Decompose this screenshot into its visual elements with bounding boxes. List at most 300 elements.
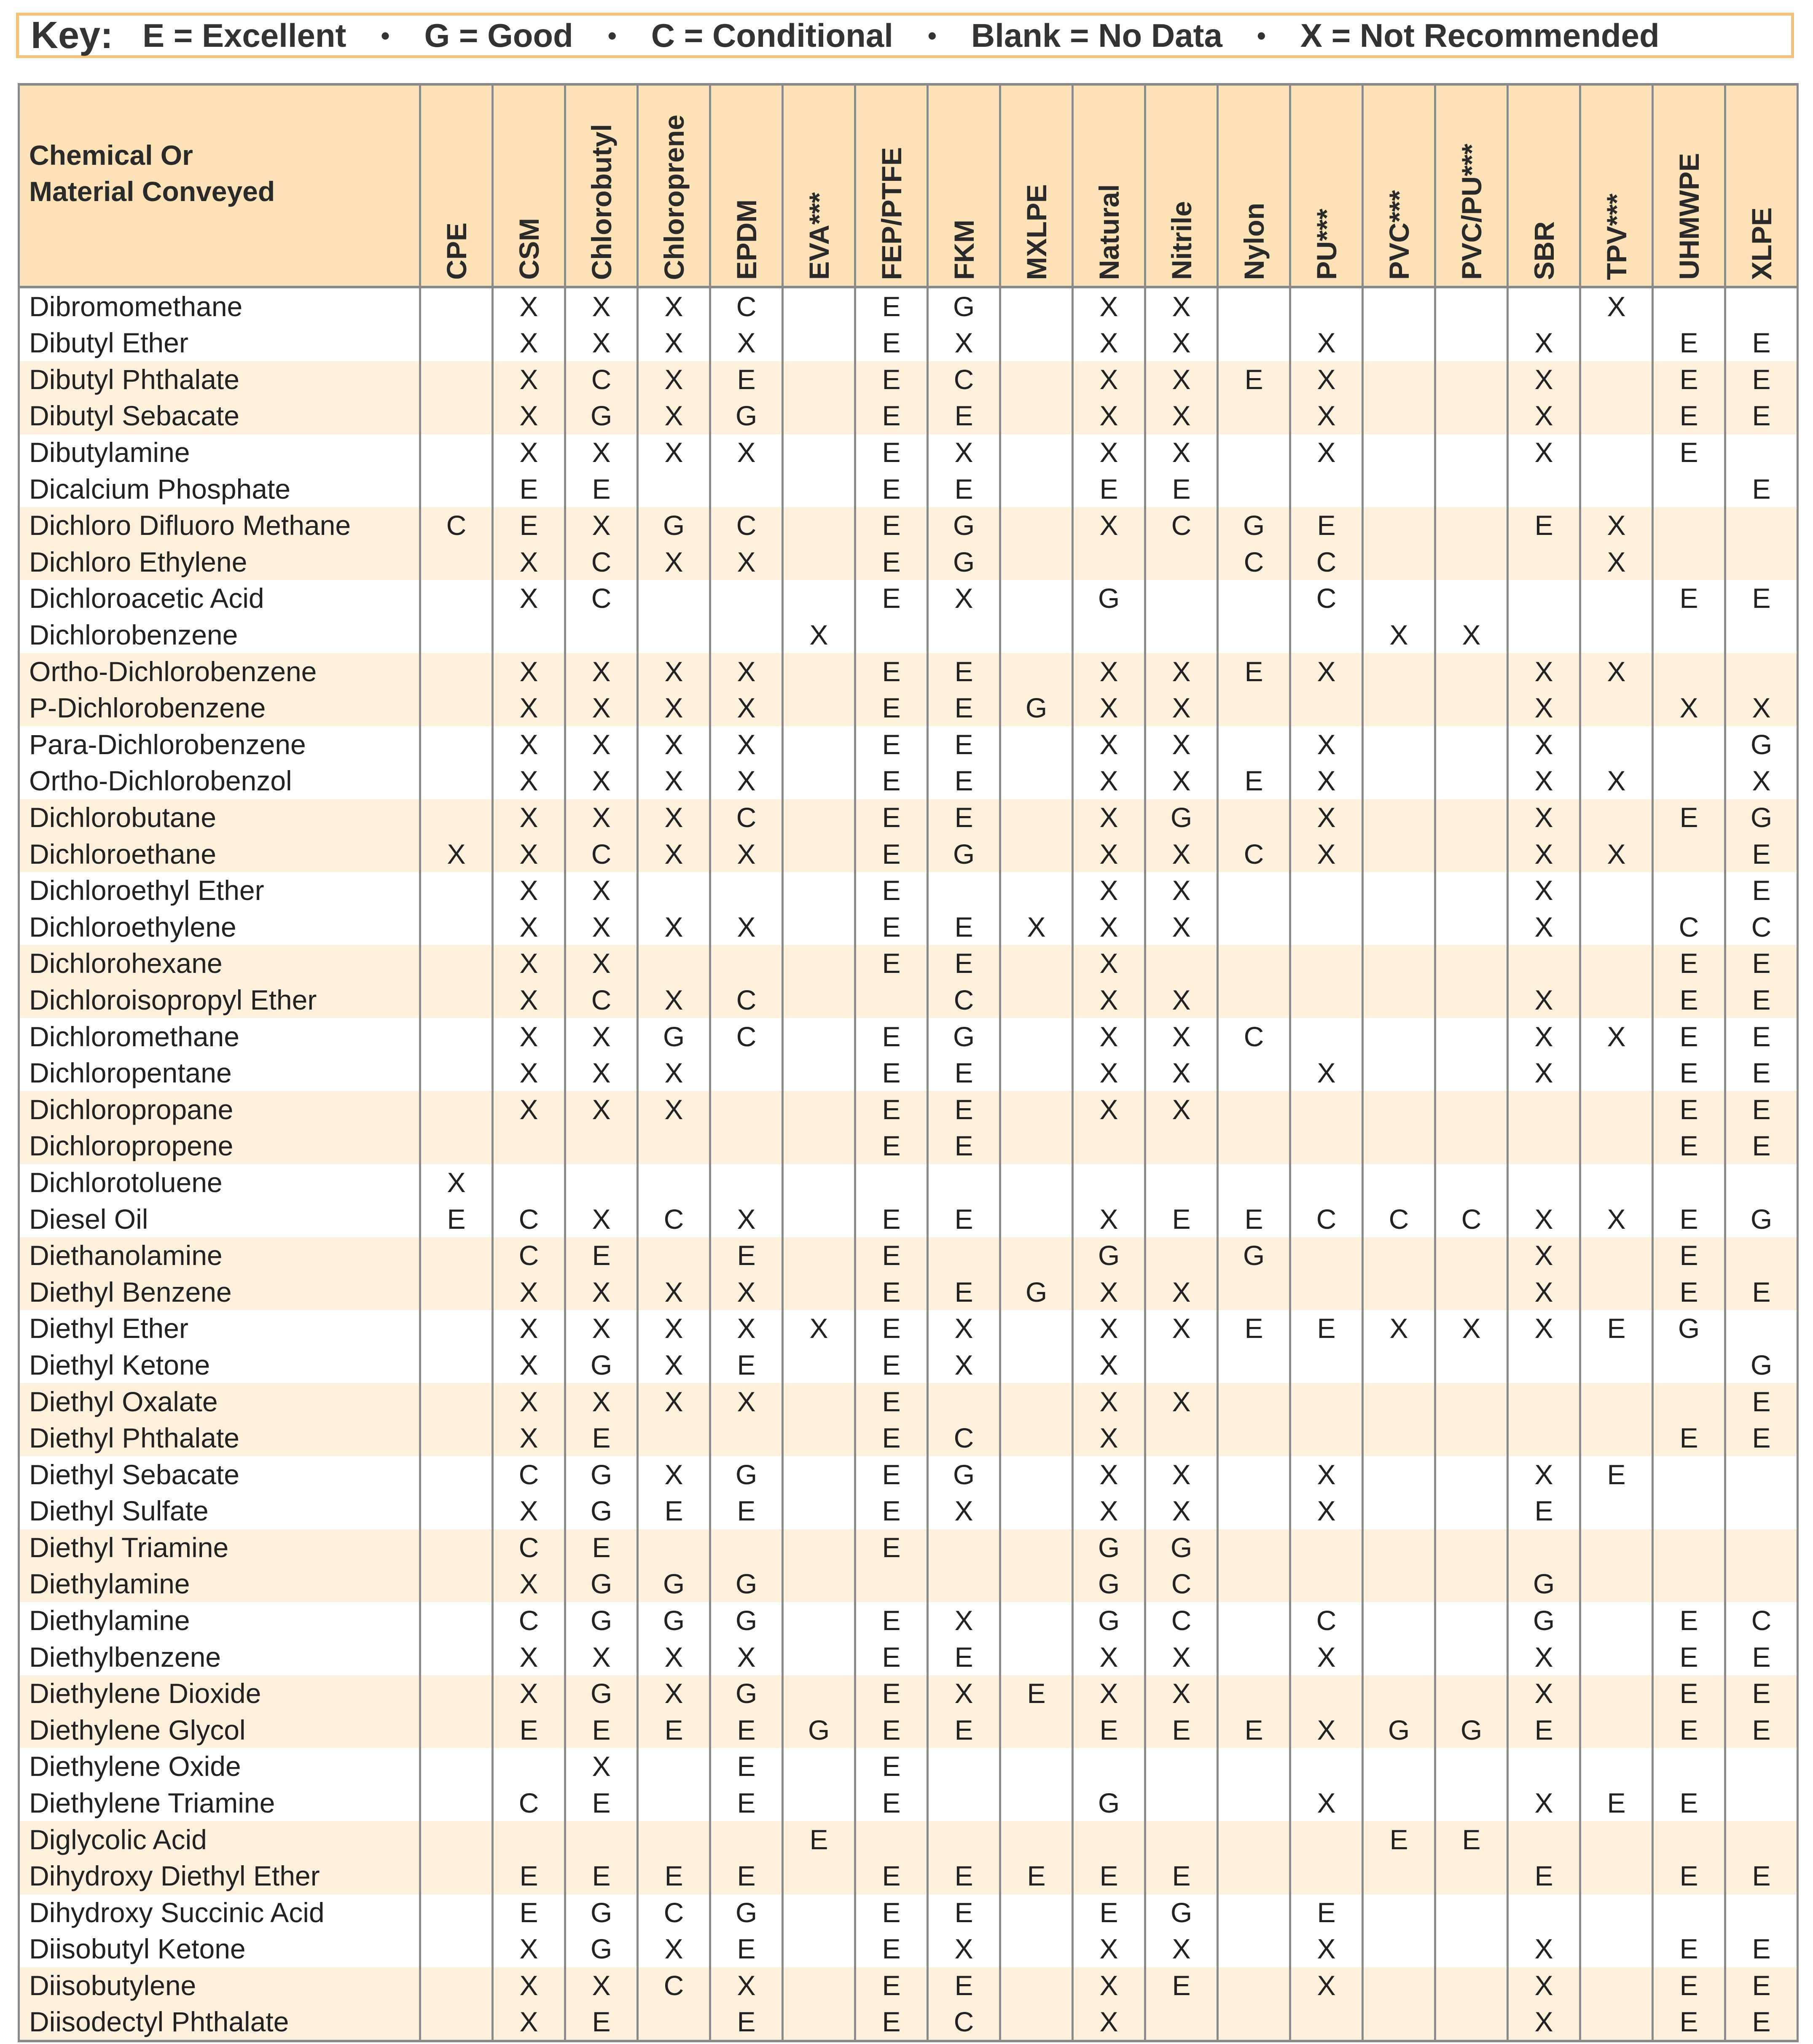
chemical-name: Dichlorohexane (19, 945, 420, 982)
column-header-label: MXLPE (1021, 184, 1052, 280)
rating-cell (1218, 1566, 1290, 1602)
column-header-label: TPV*** (1601, 193, 1632, 280)
rating-cell (1725, 1310, 1798, 1347)
chemical-name: Diethyl Benzene (19, 1273, 420, 1310)
rating-cell: E (1725, 835, 1798, 872)
rating-cell: C (1218, 544, 1290, 580)
rating-cell (783, 1273, 855, 1310)
rating-cell: X (1073, 2004, 1145, 2041)
rating-cell: E (1653, 982, 1725, 1018)
rating-cell: X (1508, 1785, 1580, 1821)
rating-cell (565, 1821, 638, 1858)
rating-cell (1653, 1529, 1725, 1566)
rating-cell: X (1508, 1675, 1580, 1712)
rating-cell (783, 361, 855, 398)
rating-cell: E (710, 1858, 783, 1894)
rating-cell: X (493, 1383, 565, 1420)
rating-cell (1000, 1055, 1073, 1091)
header-row (19, 84, 1798, 287)
rating-cell: X (565, 325, 638, 361)
rating-cell: X (710, 434, 783, 471)
rating-cell: X (928, 1675, 1000, 1712)
rating-cell (1073, 544, 1145, 580)
rating-cell (420, 1055, 493, 1091)
rating-cell: E (1508, 507, 1580, 544)
table-row (19, 1529, 1798, 1566)
rating-cell (1508, 1128, 1580, 1164)
rating-cell (783, 690, 855, 726)
column-header-fkm (928, 84, 1000, 287)
rating-cell: X (1290, 763, 1363, 799)
rating-cell: E (855, 434, 928, 471)
rating-cell: C (710, 287, 783, 325)
rating-cell (638, 1420, 710, 1456)
rating-cell: X (928, 1310, 1000, 1347)
rating-cell: G (1073, 1602, 1145, 1639)
rating-cell (1000, 580, 1073, 617)
rating-cell: X (1290, 726, 1363, 763)
rating-cell (420, 1712, 493, 1749)
rating-cell: X (1073, 1967, 1145, 2004)
rating-cell: X (928, 434, 1000, 471)
rating-cell (783, 325, 855, 361)
table-row (19, 580, 1798, 617)
rating-cell: C (1290, 544, 1363, 580)
rating-cell: E (928, 1273, 1000, 1310)
rating-cell: E (493, 507, 565, 544)
rating-cell (1000, 1347, 1073, 1383)
rating-cell: E (493, 470, 565, 507)
rating-cell: E (928, 1712, 1000, 1749)
rating-cell: E (855, 726, 928, 763)
rating-cell (1000, 361, 1073, 398)
rating-cell: X (493, 544, 565, 580)
rating-cell (1435, 1748, 1508, 1785)
rating-cell (1725, 544, 1798, 580)
rating-cell (783, 945, 855, 982)
rating-cell: X (493, 1967, 565, 2004)
rating-cell (1725, 507, 1798, 544)
rating-cell (1000, 1493, 1073, 1529)
rating-cell (1508, 1420, 1580, 1456)
rating-cell (1580, 1602, 1653, 1639)
table-row (19, 1128, 1798, 1164)
rating-cell (1653, 507, 1725, 544)
rating-cell: X (1145, 325, 1218, 361)
rating-cell (1290, 1529, 1363, 1566)
rating-cell: E (855, 1055, 928, 1091)
chemical-name: Diisobutyl Ketone (19, 1931, 420, 1967)
rating-cell (638, 2004, 710, 2041)
rating-cell: X (493, 1420, 565, 1456)
rating-cell (1290, 1018, 1363, 1055)
rating-cell: X (1508, 799, 1580, 836)
rating-cell (1508, 1383, 1580, 1420)
rating-cell (420, 325, 493, 361)
rating-cell: E (638, 1712, 710, 1749)
rating-cell: C (493, 1456, 565, 1493)
rating-cell: X (1145, 726, 1218, 763)
rating-cell (1290, 1821, 1363, 1858)
rating-cell (1000, 1456, 1073, 1493)
rating-cell: X (1073, 835, 1145, 872)
rating-cell (1435, 1493, 1508, 1529)
rating-cell (783, 835, 855, 872)
rating-cell (783, 872, 855, 909)
rating-cell (638, 617, 710, 653)
rating-cell (1218, 909, 1290, 945)
rating-cell: E (855, 1237, 928, 1274)
rating-cell: X (1580, 1018, 1653, 1055)
rating-cell (783, 2004, 855, 2041)
rating-cell: X (1145, 361, 1218, 398)
rating-cell: X (710, 835, 783, 872)
table-row (19, 799, 1798, 836)
rating-cell (1290, 1420, 1363, 1456)
rating-cell: E (855, 470, 928, 507)
rating-cell: C (1145, 507, 1218, 544)
rating-cell: G (1725, 1347, 1798, 1383)
rating-cell: X (1073, 1493, 1145, 1529)
column-header-label: FEP/PTFE (876, 147, 907, 280)
chemical-name: Dibutyl Phthalate (19, 361, 420, 398)
rating-cell (1580, 909, 1653, 945)
rating-cell: X (638, 287, 710, 325)
rating-cell (1435, 763, 1508, 799)
rating-cell: E (928, 1858, 1000, 1894)
rating-cell (420, 1273, 493, 1310)
rating-cell (1435, 945, 1508, 982)
table-row (19, 544, 1798, 580)
rating-cell (493, 1821, 565, 1858)
rating-cell (1218, 1748, 1290, 1785)
rating-cell: X (565, 872, 638, 909)
rating-cell: E (1725, 361, 1798, 398)
table-row (19, 835, 1798, 872)
rating-cell (420, 1566, 493, 1602)
chemical-name: Dibutyl Sebacate (19, 398, 420, 434)
rating-cell: E (1653, 580, 1725, 617)
rating-cell: X (1508, 1055, 1580, 1091)
rating-cell: E (1653, 1420, 1725, 1456)
rating-cell: G (710, 1456, 783, 1493)
rating-cell (1290, 1128, 1363, 1164)
rating-cell: E (1653, 398, 1725, 434)
rating-cell: E (1508, 1712, 1580, 1749)
table-row (19, 287, 1798, 325)
rating-cell: E (1653, 434, 1725, 471)
rating-cell: G (710, 1602, 783, 1639)
rating-cell (1363, 1347, 1435, 1383)
rating-cell (783, 1493, 855, 1529)
rating-cell: X (493, 1347, 565, 1383)
rating-cell (1363, 1164, 1435, 1201)
rating-cell (1580, 1748, 1653, 1785)
rating-cell: G (1145, 799, 1218, 836)
rating-cell: E (928, 653, 1000, 690)
rating-cell: X (638, 690, 710, 726)
rating-cell (710, 617, 783, 653)
rating-cell (1363, 872, 1435, 909)
rating-cell (783, 1237, 855, 1274)
rating-cell (783, 1602, 855, 1639)
rating-cell (1363, 1456, 1435, 1493)
column-header-pvc-pu (1435, 84, 1508, 287)
chemical-name: Dichloroisopropyl Ether (19, 982, 420, 1018)
rating-cell: X (565, 1967, 638, 2004)
rating-cell (1508, 287, 1580, 325)
rating-cell (1218, 1785, 1290, 1821)
rating-cell: E (1725, 945, 1798, 982)
rating-cell: X (928, 325, 1000, 361)
rating-cell (783, 434, 855, 471)
column-header-label: Chloroprene (658, 114, 690, 280)
rating-cell (1508, 470, 1580, 507)
rating-cell (1145, 1821, 1218, 1858)
rating-cell: E (710, 1347, 783, 1383)
rating-cell (1363, 1128, 1435, 1164)
rating-cell (1073, 1821, 1145, 1858)
chemical-name: Diethylamine (19, 1566, 420, 1602)
chemical-column-header (19, 84, 420, 287)
rating-cell (420, 1858, 493, 1894)
rating-cell (1000, 763, 1073, 799)
rating-cell: E (1435, 1821, 1508, 1858)
rating-cell (1218, 1931, 1290, 1967)
column-header-sbr (1508, 84, 1580, 287)
rating-cell: E (1073, 1894, 1145, 1931)
rating-cell: G (1653, 1310, 1725, 1347)
rating-cell (1000, 872, 1073, 909)
rating-cell: E (1145, 1712, 1218, 1749)
rating-cell (420, 1091, 493, 1128)
rating-cell (1363, 544, 1435, 580)
rating-cell (1580, 1273, 1653, 1310)
rating-cell: E (855, 1894, 928, 1931)
rating-cell (1435, 1894, 1508, 1931)
rating-cell (1363, 945, 1435, 982)
rating-cell (1653, 653, 1725, 690)
rating-cell: X (493, 653, 565, 690)
rating-cell: G (565, 1602, 638, 1639)
rating-cell: X (1145, 1310, 1218, 1347)
rating-cell (1508, 1347, 1580, 1383)
rating-cell: G (1508, 1602, 1580, 1639)
rating-cell: E (855, 799, 928, 836)
rating-cell: X (1580, 544, 1653, 580)
rating-cell (1435, 1237, 1508, 1274)
chemical-name: Diethyl Sulfate (19, 1493, 420, 1529)
column-header-eva (783, 84, 855, 287)
rating-cell (1000, 1164, 1073, 1201)
rating-cell (1508, 945, 1580, 982)
table-body (19, 287, 1798, 2041)
rating-cell: G (565, 1493, 638, 1529)
rating-cell (420, 653, 493, 690)
rating-cell (1653, 1456, 1725, 1493)
rating-cell: G (1073, 1237, 1145, 1274)
chemical-name: Para-Dichlorobenzene (19, 726, 420, 763)
rating-cell: X (1073, 398, 1145, 434)
rating-cell: X (565, 1201, 638, 1237)
chemical-name: Ortho-Dichlorobenzene (19, 653, 420, 690)
rating-cell: G (928, 1018, 1000, 1055)
rating-cell: C (1653, 909, 1725, 945)
rating-cell: X (1290, 434, 1363, 471)
rating-cell (420, 1128, 493, 1164)
rating-cell: X (1145, 287, 1218, 325)
rating-cell: X (565, 1018, 638, 1055)
chemical-name: Dicalcium Phosphate (19, 470, 420, 507)
rating-cell (420, 763, 493, 799)
rating-cell: X (1073, 1456, 1145, 1493)
rating-cell (1000, 1383, 1073, 1420)
table-row (19, 1347, 1798, 1383)
rating-cell: E (710, 1712, 783, 1749)
rating-cell: X (565, 434, 638, 471)
rating-cell (638, 1529, 710, 1566)
rating-cell: E (1725, 872, 1798, 909)
rating-cell: X (1290, 653, 1363, 690)
rating-cell (783, 726, 855, 763)
rating-cell (1145, 2004, 1218, 2041)
rating-cell: X (565, 726, 638, 763)
rating-cell: E (710, 1931, 783, 1967)
rating-cell: X (1073, 653, 1145, 690)
rating-cell: E (928, 1638, 1000, 1675)
rating-cell (1073, 1748, 1145, 1785)
rating-cell: E (1653, 1128, 1725, 1164)
rating-cell: X (565, 1091, 638, 1128)
rating-cell: X (1073, 361, 1145, 398)
rating-cell (783, 1456, 855, 1493)
rating-cell: X (638, 434, 710, 471)
rating-cell: E (855, 1638, 928, 1675)
rating-cell (420, 909, 493, 945)
rating-cell: X (1145, 1931, 1218, 1967)
rating-cell: X (1508, 982, 1580, 1018)
rating-cell (420, 1894, 493, 1931)
column-header-cpe (420, 84, 493, 287)
rating-cell: X (1363, 1310, 1435, 1347)
rating-cell (1725, 1164, 1798, 1201)
rating-cell: X (1508, 1456, 1580, 1493)
rating-cell: E (1653, 1638, 1725, 1675)
legend-good: G = Good (424, 16, 573, 54)
rating-cell: G (1000, 690, 1073, 726)
rating-cell (1363, 1748, 1435, 1785)
rating-cell (928, 1529, 1000, 1566)
rating-cell: X (420, 835, 493, 872)
table-row (19, 909, 1798, 945)
rating-cell (1145, 1785, 1218, 1821)
rating-cell: C (493, 1785, 565, 1821)
rating-cell (710, 580, 783, 617)
column-header-nylon (1218, 84, 1290, 287)
rating-cell: E (1653, 1018, 1725, 1055)
chemical-name: Diethylene Oxide (19, 1748, 420, 1785)
rating-cell: X (493, 835, 565, 872)
rating-cell: X (493, 690, 565, 726)
rating-cell: X (1580, 653, 1653, 690)
rating-cell: X (493, 434, 565, 471)
column-header-epdm (710, 84, 783, 287)
rating-cell (420, 726, 493, 763)
rating-cell: X (1145, 1383, 1218, 1420)
rating-cell: X (565, 507, 638, 544)
table-row (19, 470, 1798, 507)
chemical-header-line-2: Material Conveyed (29, 175, 275, 207)
rating-cell: X (565, 690, 638, 726)
rating-cell: E (928, 1091, 1000, 1128)
rating-cell: X (1508, 1310, 1580, 1347)
legend-title: Key: (31, 14, 113, 56)
rating-cell: E (1725, 1638, 1798, 1675)
rating-cell (1435, 1638, 1508, 1675)
rating-cell: X (493, 1018, 565, 1055)
rating-cell (1653, 726, 1725, 763)
rating-cell (1580, 945, 1653, 982)
rating-cell: X (1508, 690, 1580, 726)
rating-cell: E (855, 1383, 928, 1420)
rating-cell: C (710, 982, 783, 1018)
rating-cell: E (855, 507, 928, 544)
rating-cell (710, 1420, 783, 1456)
rating-cell (1218, 872, 1290, 909)
table-row (19, 1931, 1798, 1967)
rating-cell (1363, 1566, 1435, 1602)
rating-cell: C (565, 361, 638, 398)
rating-cell (1363, 1493, 1435, 1529)
rating-cell (1218, 690, 1290, 726)
rating-cell: E (1653, 1237, 1725, 1274)
rating-cell: X (638, 982, 710, 1018)
column-header-nitrile (1145, 84, 1218, 287)
column-header-pvc (1363, 84, 1435, 287)
rating-cell (1435, 1675, 1508, 1712)
rating-cell: C (493, 1529, 565, 1566)
rating-cell (1145, 580, 1218, 617)
rating-cell: E (1145, 1201, 1218, 1237)
rating-cell: E (1000, 1675, 1073, 1712)
rating-cell: E (928, 763, 1000, 799)
rating-cell: G (710, 398, 783, 434)
rating-cell: E (1725, 1018, 1798, 1055)
rating-cell: E (1725, 1091, 1798, 1128)
rating-cell: G (928, 544, 1000, 580)
rating-cell: E (928, 1128, 1000, 1164)
rating-cell (1000, 470, 1073, 507)
rating-cell: E (855, 653, 928, 690)
rating-cell: X (638, 1675, 710, 1712)
rating-cell: X (638, 653, 710, 690)
chemical-name: Dichloroethyl Ether (19, 872, 420, 909)
rating-cell (1435, 1529, 1508, 1566)
chemical-name: Dichloroethane (19, 835, 420, 872)
rating-cell: E (1653, 799, 1725, 836)
rating-cell: X (1290, 1493, 1363, 1529)
rating-cell (420, 1237, 493, 1274)
rating-cell (1290, 1383, 1363, 1420)
rating-cell (783, 799, 855, 836)
rating-cell: E (420, 1201, 493, 1237)
rating-cell: X (1435, 1310, 1508, 1347)
rating-cell (1725, 1237, 1798, 1274)
rating-cell (1435, 325, 1508, 361)
table-row (19, 1821, 1798, 1858)
table-row (19, 1420, 1798, 1456)
rating-cell: X (1508, 398, 1580, 434)
